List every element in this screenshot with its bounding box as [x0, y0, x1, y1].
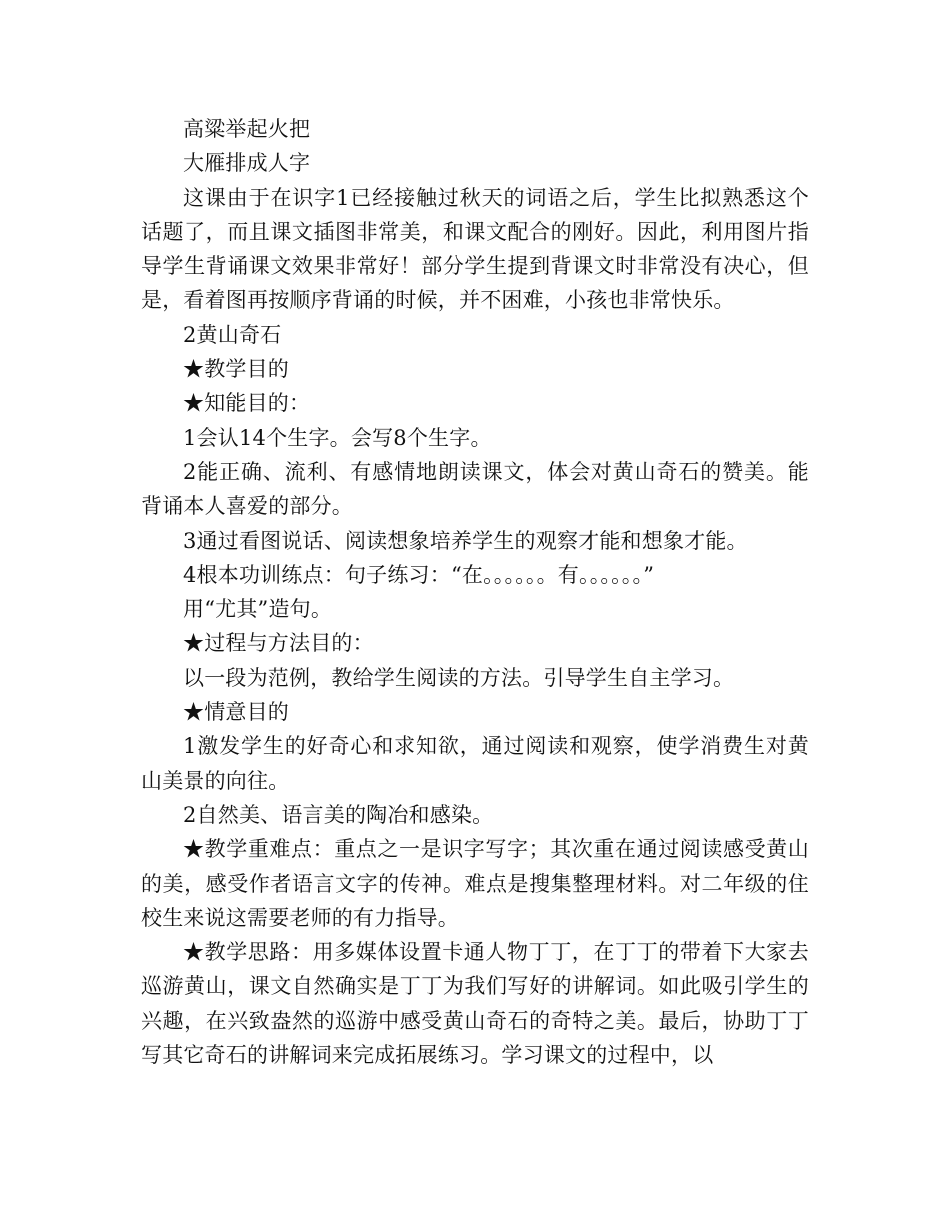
lesson-title: 2黄山奇石 — [183, 322, 282, 347]
objective-item: 用“尤其”造句。 — [183, 597, 333, 622]
section-heading: ★知能目的： — [183, 391, 311, 416]
teaching-approach-paragraph: ★教学思路：用多媒体设置卡通人物丁丁，在丁丁的带着下大家去巡游黄山，课文自然确实是丁丁为我们写好的讲解词。如此吸引学生的兴趣，在兴致盎然的巡游中感受黄山奇石的奇特之美。最后，协助丁丁写其它奇石的讲解词来完成拓展练习。学习课文的过程中，以 — [141, 940, 809, 1068]
section-heading: ★情意目的 — [183, 700, 289, 725]
objective-item: 4根本功训练点：句子练习：“在。。。。。。有。。。。。。” — [183, 562, 655, 587]
document-body — [141, 112, 809, 1072]
section-heading: ★教学目的 — [183, 357, 289, 382]
key-difficulties-paragraph: ★教学重难点：重点之一是识字写字；其次重在通过阅读感受黄山的美，感受作者语言文字的传神。难点是搜集整理材料。对二年级的住校生来说这需要老师的有力指导。 — [141, 837, 809, 930]
paragraph-line: 大雁排成人字 — [183, 151, 311, 176]
paragraph-reflection: 这课由于在识字1已经接触过秋天的词语之后，学生比拟熟悉这个话题了，而且课文插图非常美，和课文配合的刚好。因此，利用图片指导学生背诵课文效果非常好！部分学生提到背课文时非常没有决心，但是，看着图再按顺序背诵的时候，并不困难，小孩也非常快乐。 — [141, 185, 809, 313]
objective-item: 1会认14个生字。会写8个生字。 — [183, 425, 492, 450]
objective-item: 以一段为范例，教给学生阅读的方法。引导学生自主学习。 — [183, 665, 735, 690]
objective-item: 2自然美、语言美的陶冶和感染。 — [183, 802, 494, 827]
section-heading: ★过程与方法目的： — [183, 631, 374, 656]
objective-item: 3通过看图说话、阅读想象培养学生的观察才能和想象才能。 — [183, 528, 748, 553]
paragraph-line: 高粱举起火把 — [183, 117, 311, 141]
objective-item: 1激发学生的好奇心和求知欲，通过阅读和观察，使学消费生对黄山美景的向往。 — [141, 734, 809, 793]
objective-item: 2能正确、流利、有感情地朗读课文，体会对黄山奇石的赞美。能背诵本人喜爱的部分。 — [141, 459, 809, 519]
